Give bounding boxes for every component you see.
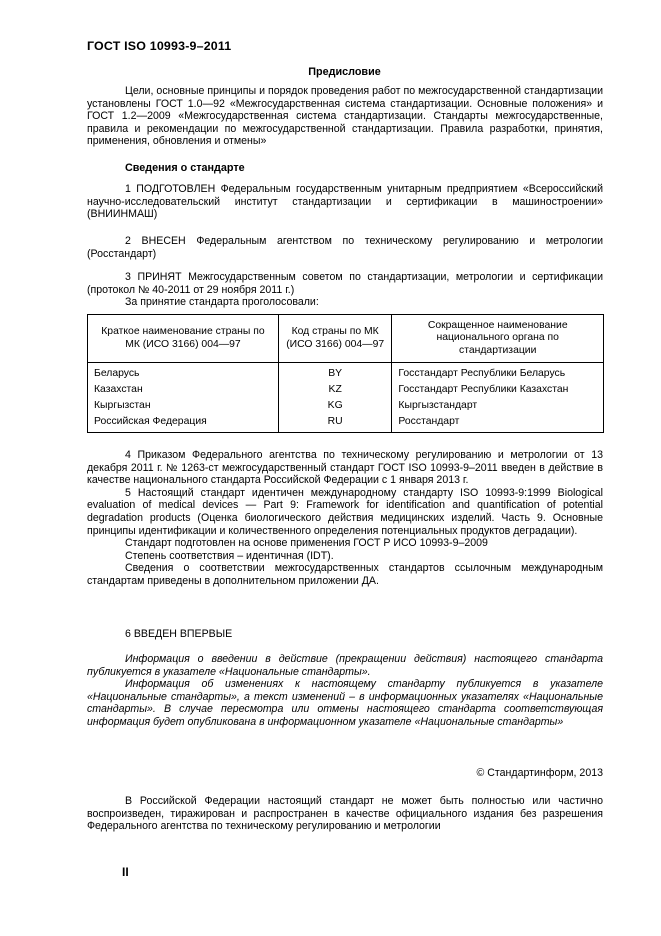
legal-block xyxy=(87,795,603,833)
cell-body: Госстандарт Республики Казахстан xyxy=(392,382,604,398)
item-2-introduced: 2 ВНЕСЕН Федеральным агентством по техническому регулированию и метрологии (Росстандарт) xyxy=(87,235,603,260)
items-after-block xyxy=(87,449,603,588)
cell-body: Кыргызстандарт xyxy=(392,398,604,414)
notice-paragraph-2: Информация об изменениях к настоящему стандарту публикуется в указателе «Национальные стандарты», а текст изменений – в информационных указателях «Национальные стандарты». В случае пересмотра или отмены настоящего стандарта соответствующая информация будет опубликована в информационном указателе «Национальные стандарты» xyxy=(87,678,603,728)
preface-title: Предисловие xyxy=(308,66,381,78)
header-code: Код страны по МК (ИСО 3166) 004—97 xyxy=(278,315,392,363)
legal-notice: В Российской Федерации настоящий стандарт не может быть полностью или частично воспроизведен, тиражирован и распространен в качестве официального издания без разрешения Федерального агентства по техническому регулированию и метрологии xyxy=(87,795,603,833)
item-3-adopted: 3 ПРИНЯТ Межгосударственным советом по стандартизации, метрологии и сертификации (протокол № 40-2011 от 29 ноября 2011 г.) xyxy=(87,271,603,296)
table-row xyxy=(88,398,604,414)
cell-body: Госстандарт Республики Беларусь xyxy=(392,363,604,383)
voted-label: За принятие стандарта проголосовали: xyxy=(125,296,319,309)
item2-block xyxy=(87,235,603,260)
notice-block xyxy=(87,653,603,729)
cell-body: Росстандарт xyxy=(392,414,604,433)
basis-note: Стандарт подготовлен на основе применения ГОСТ Р ИСО 10993-9–2009 xyxy=(125,537,488,550)
item-6-first-introduced: 6 ВВЕДЕН ВПЕРВЫЕ xyxy=(125,628,233,640)
references-note: Сведения о соответствии межгосударственных стандартов ссылочным международным стандартам приведены в дополнительном приложении ДА. xyxy=(87,562,603,587)
standard-info-heading: Сведения о стандарте xyxy=(125,162,245,174)
item1-block xyxy=(87,183,603,221)
copyright-line: © Стандартинформ, 2013 xyxy=(476,767,603,779)
notice-paragraph-1: Информация о введении в действие (прекращении действия) настоящего стандарта публикуется в указателе «Национальные стандарты». xyxy=(87,653,603,678)
document-code: ГОСТ ISO 10993-9–2011 xyxy=(87,39,232,53)
item-5-identical: 5 Настоящий стандарт идентичен международному стандарту ISO 10993-9:1999 Biological evaluation of medical devices — Part 9: Framework for identification and quantification of potential degradation products (Оценка биологического действия медицинских изделий. Часть 9. Основные принципы идентификации и количественного определения потенциальных продуктов деградации). xyxy=(87,486,603,537)
cell-code: KG xyxy=(278,398,392,414)
standard-info-heading-block xyxy=(87,162,603,175)
table-header-row xyxy=(88,315,604,363)
cell-country: Кыргызстан xyxy=(88,398,279,414)
conformity-note: Степень соответствия – идентичная (IDT). xyxy=(125,549,334,562)
header-country: Краткое наименование страны по МК (ИСО 3166) 004—97 xyxy=(88,315,279,363)
table-row xyxy=(88,414,604,433)
table-row xyxy=(88,382,604,398)
cell-code: RU xyxy=(278,414,392,433)
table-row xyxy=(88,363,604,383)
preface-intro: Цели, основные принципы и порядок проведения работ по межгосударственной стандартизации установлены ГОСТ 1.0—92 «Межгосударственная система стандартизации. Основные положения» и ГОСТ 1.2—2009 «Межгосударственная система стандартизации. Стандарты межгосударственные, правила и рекомендации по межгосударственной стандартизации. Правила разработки, принятия, применения, обновления и отмены» xyxy=(87,85,603,148)
member-states-table xyxy=(87,314,604,433)
cell-country: Беларусь xyxy=(88,363,279,383)
item-1-prepared: 1 ПОДГОТОВЛЕН Федеральным государственным унитарным предприятием «Всероссийский научно-исследовательский институт стандартизации и сертификации в машиностроении» (ВНИИНМАШ) xyxy=(87,183,603,221)
page-number: II xyxy=(122,865,129,879)
item3-block xyxy=(87,271,603,309)
cell-code: KZ xyxy=(278,382,392,398)
header-body: Сокращенное наименование национального органа по стандартизации xyxy=(392,315,604,363)
cell-country: Казахстан xyxy=(88,382,279,398)
cell-country: Российская Федерация xyxy=(88,414,279,433)
item6-block xyxy=(87,628,603,641)
cell-code: BY xyxy=(278,363,392,383)
preface-intro-block xyxy=(87,85,603,148)
item-4-order: 4 Приказом Федерального агентства по техническому регулированию и метрологии от 13 декабря 2011 г. № 1263-ст межгосударственный стандарт ГОСТ ISO 10993-9–2011 введен в действие в качестве национального стандарта Российской Федерации с 1 января 2013 г. xyxy=(87,449,603,487)
